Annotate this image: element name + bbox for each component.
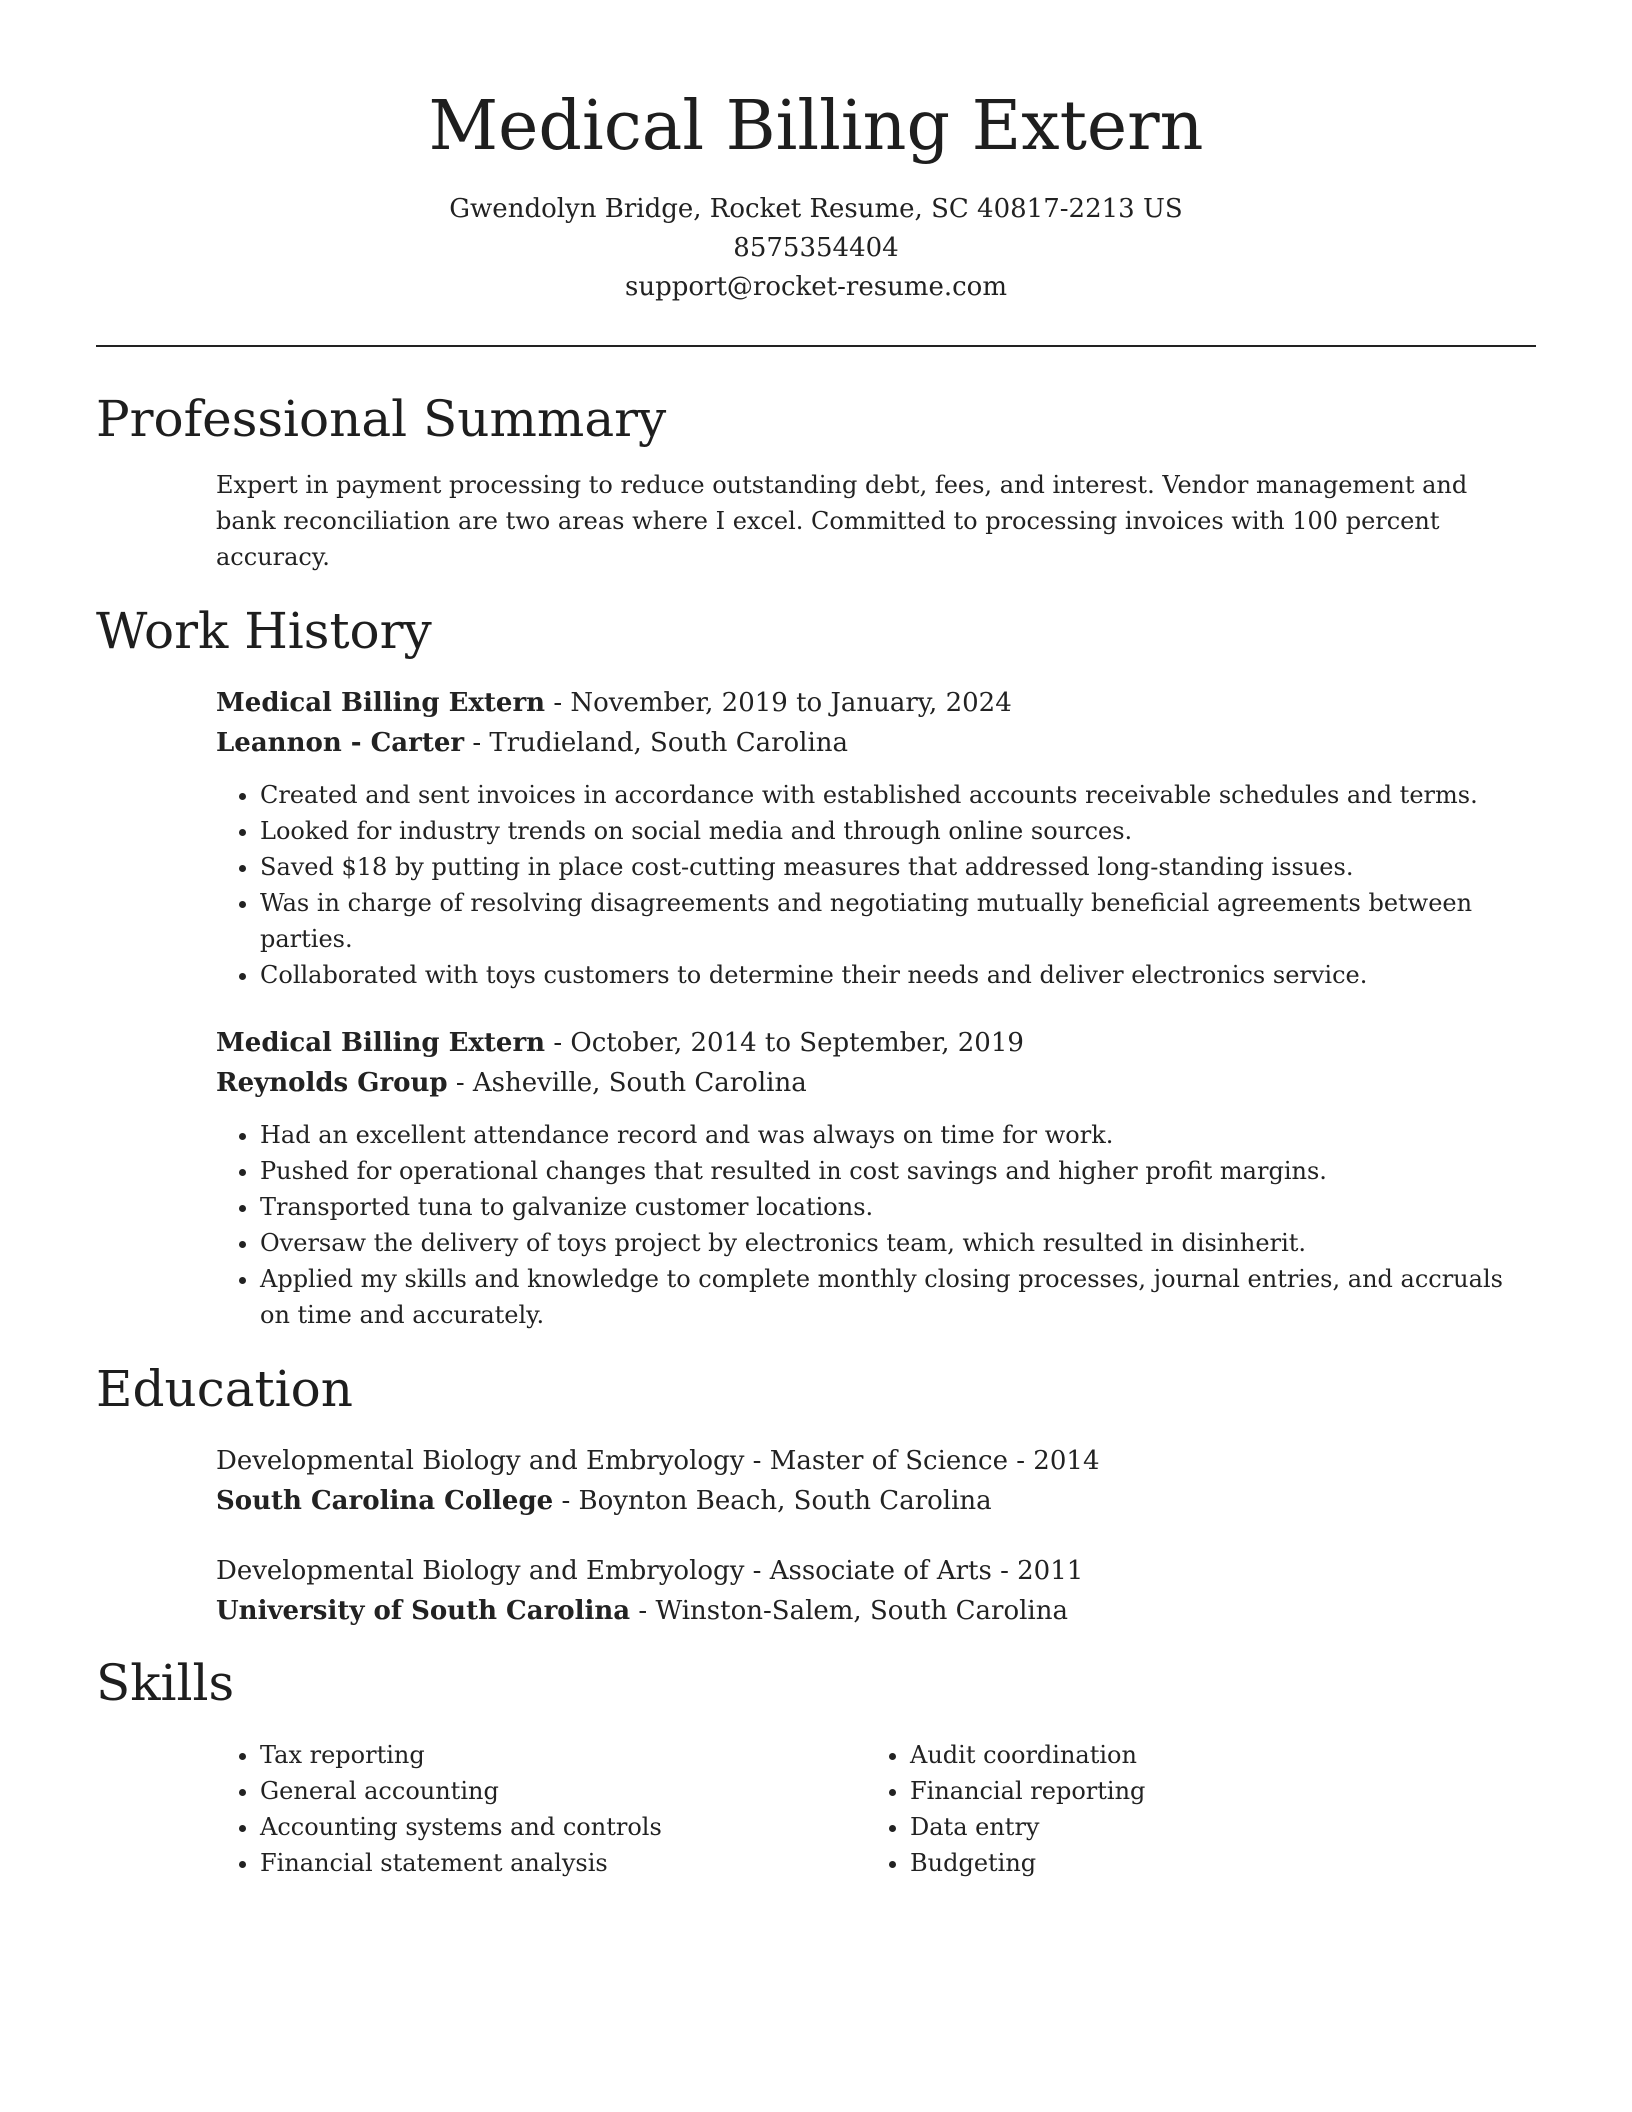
work-company-line: [216, 723, 1536, 763]
education-school: South Carolina College: [216, 1486, 554, 1516]
skill-item: • Data entry: [910, 1809, 1516, 1845]
skill-item: • General accounting: [260, 1773, 866, 1809]
header-divider: [96, 345, 1536, 347]
list-item: • Applied my skills and knowledge to complete monthly closing processes, journal entries, and accruals on time and accurately.: [260, 1261, 1540, 1333]
list-item: • Created and sent invoices in accordance with established accounts receivable schedules and terms.: [260, 777, 1540, 813]
education-school: University of South Carolina: [216, 1596, 631, 1626]
work-company-line: [216, 1063, 1536, 1103]
list-item: • Looked for industry trends on social media and through online sources.: [260, 813, 1540, 849]
section-title-work: Work History: [96, 602, 432, 660]
resume-header: [96, 0, 1536, 307]
section-work-history: [96, 601, 1536, 1333]
work-role: Medical Billing Extern: [216, 688, 546, 718]
work-bullets: [216, 777, 1540, 993]
contact-info: [96, 190, 1536, 307]
list-item: • Was in charge of resolving disagreements and negotiating mutually beneficial agreements between parties.: [260, 885, 1540, 957]
list-item: • Had an excellent attendance record and was always on time for work.: [260, 1117, 1540, 1153]
work-entry: [216, 683, 1536, 993]
work-company: Leannon - Carter: [216, 728, 465, 758]
skill-item: • Tax reporting: [260, 1737, 866, 1773]
skill-item: • Budgeting: [910, 1845, 1516, 1881]
work-location: - Trudieland, South Carolina: [464, 728, 849, 758]
skill-item: • Financial statement analysis: [260, 1845, 866, 1881]
candidate-title: Medical Billing Extern: [428, 87, 1204, 166]
education-degree: Developmental Biology and Embryology - Associate of Arts - 2011: [216, 1556, 1084, 1586]
work-dates: - October, 2014 to September, 2019: [545, 1028, 1024, 1058]
list-item: • Collaborated with toys customers to determine their needs and deliver electronics service.: [260, 957, 1540, 993]
contact-phone: 8575354404: [733, 233, 899, 263]
resume-page: [96, 0, 1536, 1881]
work-company: Reynolds Group: [216, 1068, 448, 1098]
work-location: - Asheville, South Carolina: [447, 1068, 807, 1098]
work-bullets: [216, 1117, 1540, 1333]
education-school-line: [216, 1481, 1536, 1521]
list-item: • Oversaw the delivery of toys project by electronics team, which resulted in disinherit.: [260, 1225, 1540, 1261]
skill-item: • Audit coordination: [910, 1737, 1516, 1773]
list-item: • Transported tuna to galvanize customer locations.: [260, 1189, 1540, 1225]
work-dates: - November, 2019 to January, 2024: [545, 688, 1012, 718]
education-location: - Winston-Salem, South Carolina: [630, 1596, 1068, 1626]
section-skills: [96, 1653, 1536, 1881]
education-location: - Boynton Beach, South Carolina: [553, 1486, 992, 1516]
skills-grid: [216, 1737, 1516, 1881]
skills-column-left: [216, 1737, 866, 1881]
skill-item: • Financial reporting: [910, 1773, 1516, 1809]
skills-column-right: [866, 1737, 1516, 1881]
section-summary: [96, 389, 1536, 575]
section-title-summary: Professional Summary: [96, 390, 667, 448]
skill-item: • Accounting systems and controls: [260, 1809, 866, 1845]
section-education: [96, 1359, 1536, 1631]
contact-address: Gwendolyn Bridge, Rocket Resume, SC 40817-2213 US: [449, 194, 1183, 224]
contact-email: support@rocket-resume.com: [624, 272, 1007, 302]
list-item: • Pushed for operational changes that resulted in cost savings and higher profit margins.: [260, 1153, 1540, 1189]
work-role: Medical Billing Extern: [216, 1028, 546, 1058]
work-role-line: [216, 1023, 1536, 1063]
section-title-education: Education: [96, 1360, 353, 1418]
education-degree: Developmental Biology and Embryology - Master of Science - 2014: [216, 1446, 1100, 1476]
work-entry: [216, 1023, 1536, 1333]
section-title-skills: Skills: [96, 1654, 235, 1712]
education-entry: [216, 1551, 1536, 1631]
summary-text: Expert in payment processing to reduce outstanding debt, fees, and interest. Vendor management and bank reconciliation are two areas where I excel. Committed to processing invoices with 100 percent accuracy.: [216, 471, 1468, 571]
work-role-line: [216, 683, 1536, 723]
education-school-line: [216, 1591, 1536, 1631]
education-entry: [216, 1441, 1536, 1521]
list-item: • Saved $18 by putting in place cost-cutting measures that addressed long-standing issues.: [260, 849, 1540, 885]
